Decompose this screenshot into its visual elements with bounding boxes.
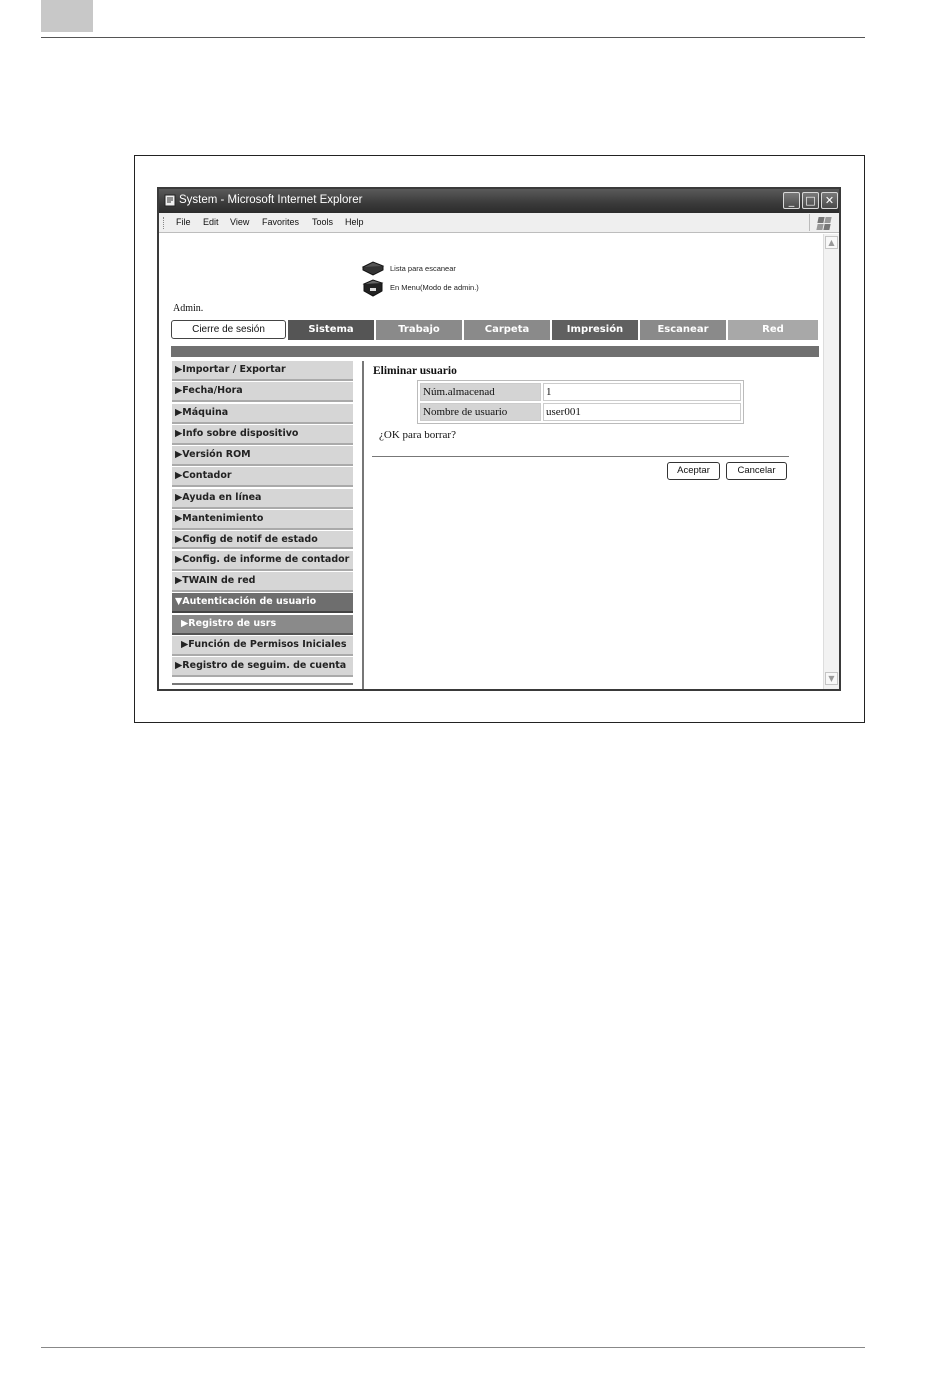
menu-bar [159, 213, 839, 233]
user-name-value: user001 [543, 403, 741, 421]
menu-file[interactable]: File [176, 217, 191, 227]
sidebar-item-mantenimiento[interactable]: ▶Mantenimiento [172, 510, 353, 530]
minimize-button[interactable]: _ [783, 192, 800, 209]
status-mode-text: En Menu(Modo de admin.) [390, 283, 479, 292]
page-title: Eliminar usuario [373, 365, 457, 377]
table-row [420, 403, 741, 421]
sidebar-item-notif-estado[interactable]: ▶Config de notif de estado [172, 531, 353, 549]
sidebar-item-twain[interactable]: ▶TWAIN de red [172, 572, 353, 592]
sidebar-item-ayuda[interactable]: ▶Ayuda en línea [172, 489, 353, 509]
sidebar-divider [362, 361, 364, 689]
confirm-delete-text: ¿OK para borrar? [379, 429, 456, 441]
windows-logo-icon [809, 214, 835, 231]
header-bar [171, 346, 819, 357]
ie-page-icon [164, 194, 176, 207]
sidebar-item-info-dispositivo[interactable]: ▶Info sobre dispositivo [172, 425, 353, 445]
menu-help[interactable]: Help [345, 217, 364, 227]
admin-label: Admin. [173, 303, 204, 314]
sidebar-menu [172, 361, 353, 678]
sidebar-item-importar-exportar[interactable]: ▶Importar / Exportar [172, 361, 353, 381]
table-row [420, 383, 741, 401]
menu-favorites[interactable]: Favorites [262, 217, 300, 227]
logout-button[interactable]: Cierre de sesión [171, 320, 286, 339]
sidebar-item-fecha-hora[interactable]: ▶Fecha/Hora [172, 382, 353, 402]
sidebar-subitem-permisos-iniciales[interactable]: ▶Función de Permisos Iniciales [172, 636, 353, 656]
stored-number-label: Núm.almacenad [420, 383, 541, 401]
menu-tools[interactable]: Tools [312, 217, 334, 227]
sidebar-item-maquina[interactable]: ▶Máquina [172, 404, 353, 424]
cancel-button[interactable]: Cancelar [726, 462, 787, 480]
page-corner-tab [41, 0, 93, 32]
title-bar[interactable] [159, 189, 839, 213]
page-content [159, 234, 823, 689]
sidebar-item-registro-seguim[interactable]: ▶Registro de seguim. de cuenta [172, 657, 353, 677]
menu-grip-icon [163, 217, 165, 229]
close-button[interactable]: ✕ [821, 192, 838, 209]
page-footer-rule [41, 1347, 865, 1348]
tab-red[interactable]: Red [728, 320, 819, 340]
scroll-down-icon[interactable]: ▼ [825, 672, 838, 685]
menu-view[interactable]: View [230, 217, 250, 227]
page-header-rule [41, 37, 865, 38]
sidebar-item-contador[interactable]: ▶Contador [172, 467, 353, 487]
tab-impresion[interactable]: Impresión [552, 320, 639, 340]
menu-edit[interactable]: Edit [203, 217, 219, 227]
admin-mode-icon [361, 278, 385, 297]
user-name-label: Nombre de usuario [420, 403, 541, 421]
browser-window [157, 187, 841, 691]
tab-escanear[interactable]: Escanear [640, 320, 727, 340]
divider [372, 456, 789, 457]
sidebar-item-autenticacion[interactable]: ▼Autenticación de usuario [172, 593, 353, 613]
maximize-button[interactable]: □ [802, 192, 819, 209]
ok-button[interactable]: Aceptar [667, 462, 720, 480]
tab-sistema[interactable]: Sistema [288, 320, 375, 340]
window-title: System - Microsoft Internet Explorer [179, 194, 363, 206]
tab-carpeta[interactable]: Carpeta [464, 320, 551, 340]
sidebar-item-version-rom[interactable]: ▶Versión ROM [172, 446, 353, 466]
user-info-table [417, 380, 744, 424]
status-ready-text: Lista para escanear [390, 264, 456, 273]
sidebar-subitem-registro-usrs[interactable]: ▶Registro de usrs [172, 615, 353, 635]
sidebar-item-informe-contador[interactable]: ▶Config. de informe de contador [172, 551, 353, 571]
stored-number-value: 1 [543, 383, 741, 401]
scanner-ready-icon [361, 260, 385, 276]
sidebar-bottom-rule [172, 683, 353, 685]
scroll-up-icon[interactable]: ▲ [825, 236, 838, 249]
tab-trabajo[interactable]: Trabajo [376, 320, 463, 340]
vertical-scrollbar[interactable] [823, 234, 839, 689]
